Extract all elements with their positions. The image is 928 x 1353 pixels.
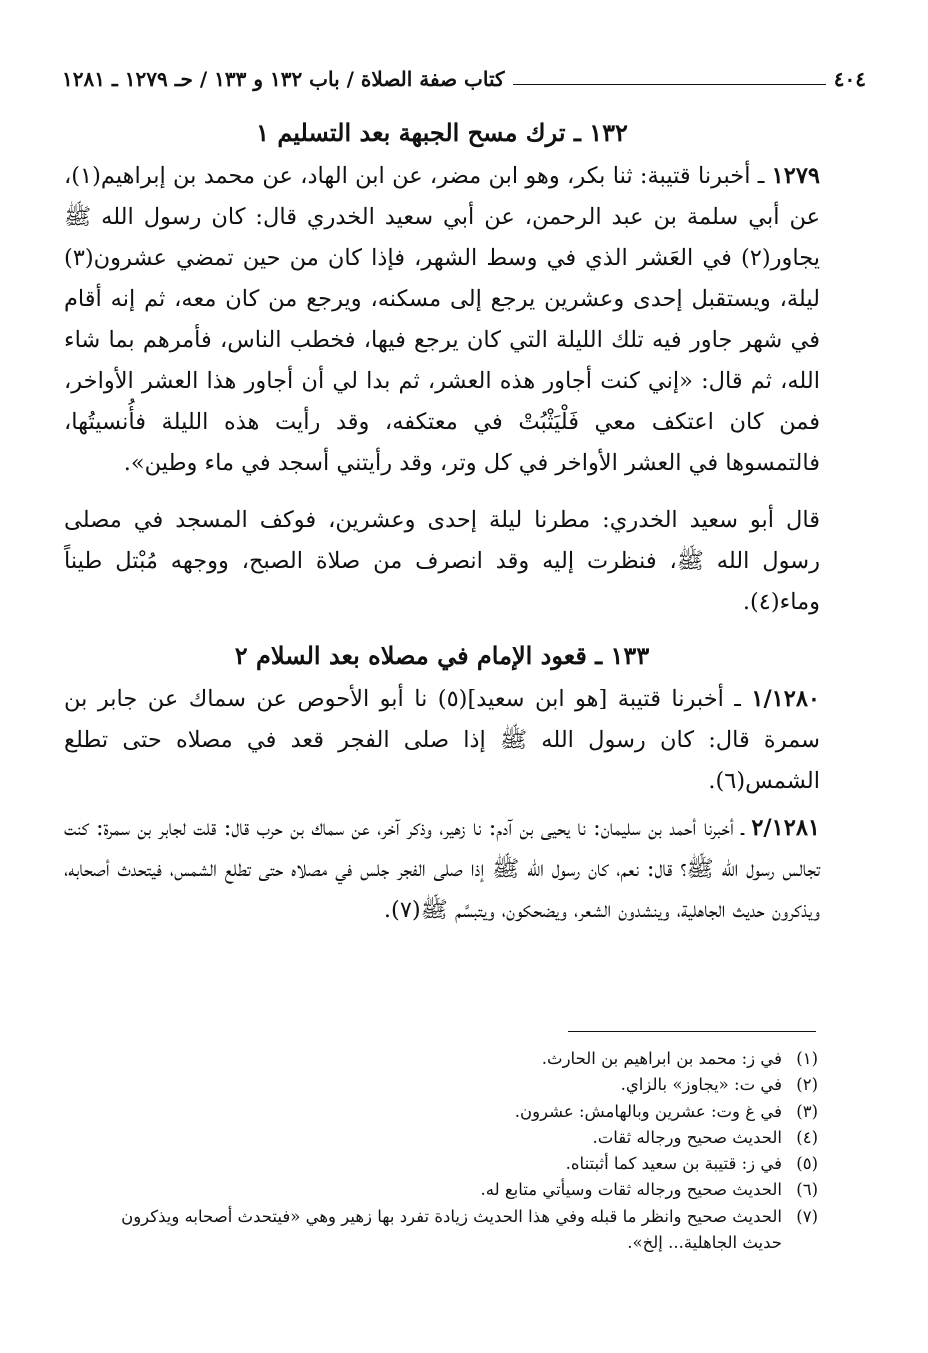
hadith-text: ـ أخبرنا أحمد بن سليمان: نا يحيى بن آدم: نا زهير، وذكر آخر، عن سماك بن حرب قال: قلت لجابر بن سمرة: كنت تجالس رسول الله ﷺ؟ قال: نعم، كان رسول الله ﷺ إذا صلى الفجر جلس في مصلاه حتى تطلع الشمس، فيتحدث أصحابه، ويذكرون حديث الجاهلية، وينشدون الشعر، ويضحكون، ويتبسَّم ﷺ(٧). [64,815,820,923]
footnote [60,1125,818,1151]
running-header [62,66,866,92]
footnotes [60,1046,818,1256]
footnote-label: (٣) [796,1101,818,1121]
footnote-text: في غ وت: عشرين وبالهامش: عشرون. [514,1101,782,1121]
page-number: ٤٠٤ [833,67,866,91]
chapter-heading: ١٣٢ ـ ترك مسح الجبهة بعد التسليم ١ [256,118,628,147]
footnote-label: (٥) [796,1154,818,1174]
footnote-rule [568,1031,816,1032]
hadith-text: ـ أخبرنا قتيبة [هو ابن سعيد](٥) نا أبو الأحوص عن سماك عن جابر بن سمرة قال: كان رسول الله ﷺ إذا صلى الفجر قعد في مصلاه حتى تطلع الشمس(٦). [64,686,820,794]
footnote-text: الحديث صحيح ورجاله ثقات وسيأتي متابع له. [480,1180,782,1200]
footnote-label: (٧) [796,1206,818,1226]
footnote-text: الحديث صحيح وانظر ما قبله وفي هذا الحديث زيادة تفرد بها زهير وهي «فيتحدث أصحابه ويذكرون [121,1206,782,1226]
hadith-number: ١/١٢٨٠ [751,686,821,712]
footnote-label: (٦) [796,1180,818,1200]
footnote [60,1177,818,1203]
footnote [60,1046,818,1072]
narration-paragraph [64,500,820,623]
footnote-text: الحديث صحيح ورجاله ثقات. [592,1127,782,1147]
hadith-number: ٢/١٢٨١ [751,815,820,841]
chapter-heading: ١٣٣ ـ قعود الإمام في مصلاه بعد السلام ٢ [234,641,650,670]
hadith-paragraph [64,808,820,931]
narration-text: قال أبو سعيد الخدري: مطرنا ليلة إحدى وعشرين، فوكف المسجد في مصلى رسول الله ﷺ، فنظرت إليه وقد انصرف من صلاة الصبح، ووجهه مُبْتل طيناً وماء(٤). [64,507,820,615]
footnote [60,1151,818,1177]
footnote-continuation: حديث الجاهلية... إلخ». [627,1233,782,1253]
running-title: كتاب صفة الصلاة / باب ١٣٢ و ١٣٣ / حـ ١٢٧٩ ـ ١٢٨١ [62,67,505,91]
footnote [60,1204,818,1230]
footnote-label: (٢) [796,1075,818,1095]
footnote [60,1099,818,1125]
footnote-text: في ز: محمد بن ابراهيم بن الحارث. [541,1049,782,1068]
hadith-paragraph [64,156,820,484]
hadith-text: ـ أخبرنا قتيبة: ثنا بكر، وهو ابن مضر، عن ابن الهاد، عن محمد بن إبراهيم(١)، عن أبي سلمة بن عبد الرحمن، عن أبي سعيد الخدري قال: كان رسول الله ﷺ يجاور(٢) في العَشر الذي في وسط الشهر، فإذا كان من حين تمضي عشرون(٣) ليلة، ويستقبل إحدى وعشرين يرجع إلى مسكنه، ويرجع من كان معه، ثم إنه أقام في شهر جاور فيه تلك الليلة التي كان يرجع فيها، فخطب الناس، فأمرهم بما شاء الله، ثم قال: «إني كنت أجاور هذه العشر، ثم بدا لي أن أجاور هذا العشر الأواخر، فمن كان اعتكف معي فَلْيَثْبُتْ في معتكفه، وقد رأيت هذه الليلة فأُنسيتُها، فالتمسوها في العشر الأواخر في كل وتر، وقد رأيتني أسجد في ماء وطين». [64,163,820,476]
footnote-text: في ز: قتيبة بن سعيد كما أثبتناه. [565,1154,782,1174]
hadith-paragraph [64,679,820,802]
header-rule [513,84,826,85]
footnote-text: في ت: «يجاوز» بالزاي. [620,1075,782,1095]
main-text [64,116,820,931]
footnote [60,1072,818,1098]
hadith-number: ١٢٧٩ [771,163,820,189]
footnote-label: (١) [796,1049,818,1068]
footnote-label: (٤) [796,1127,818,1147]
